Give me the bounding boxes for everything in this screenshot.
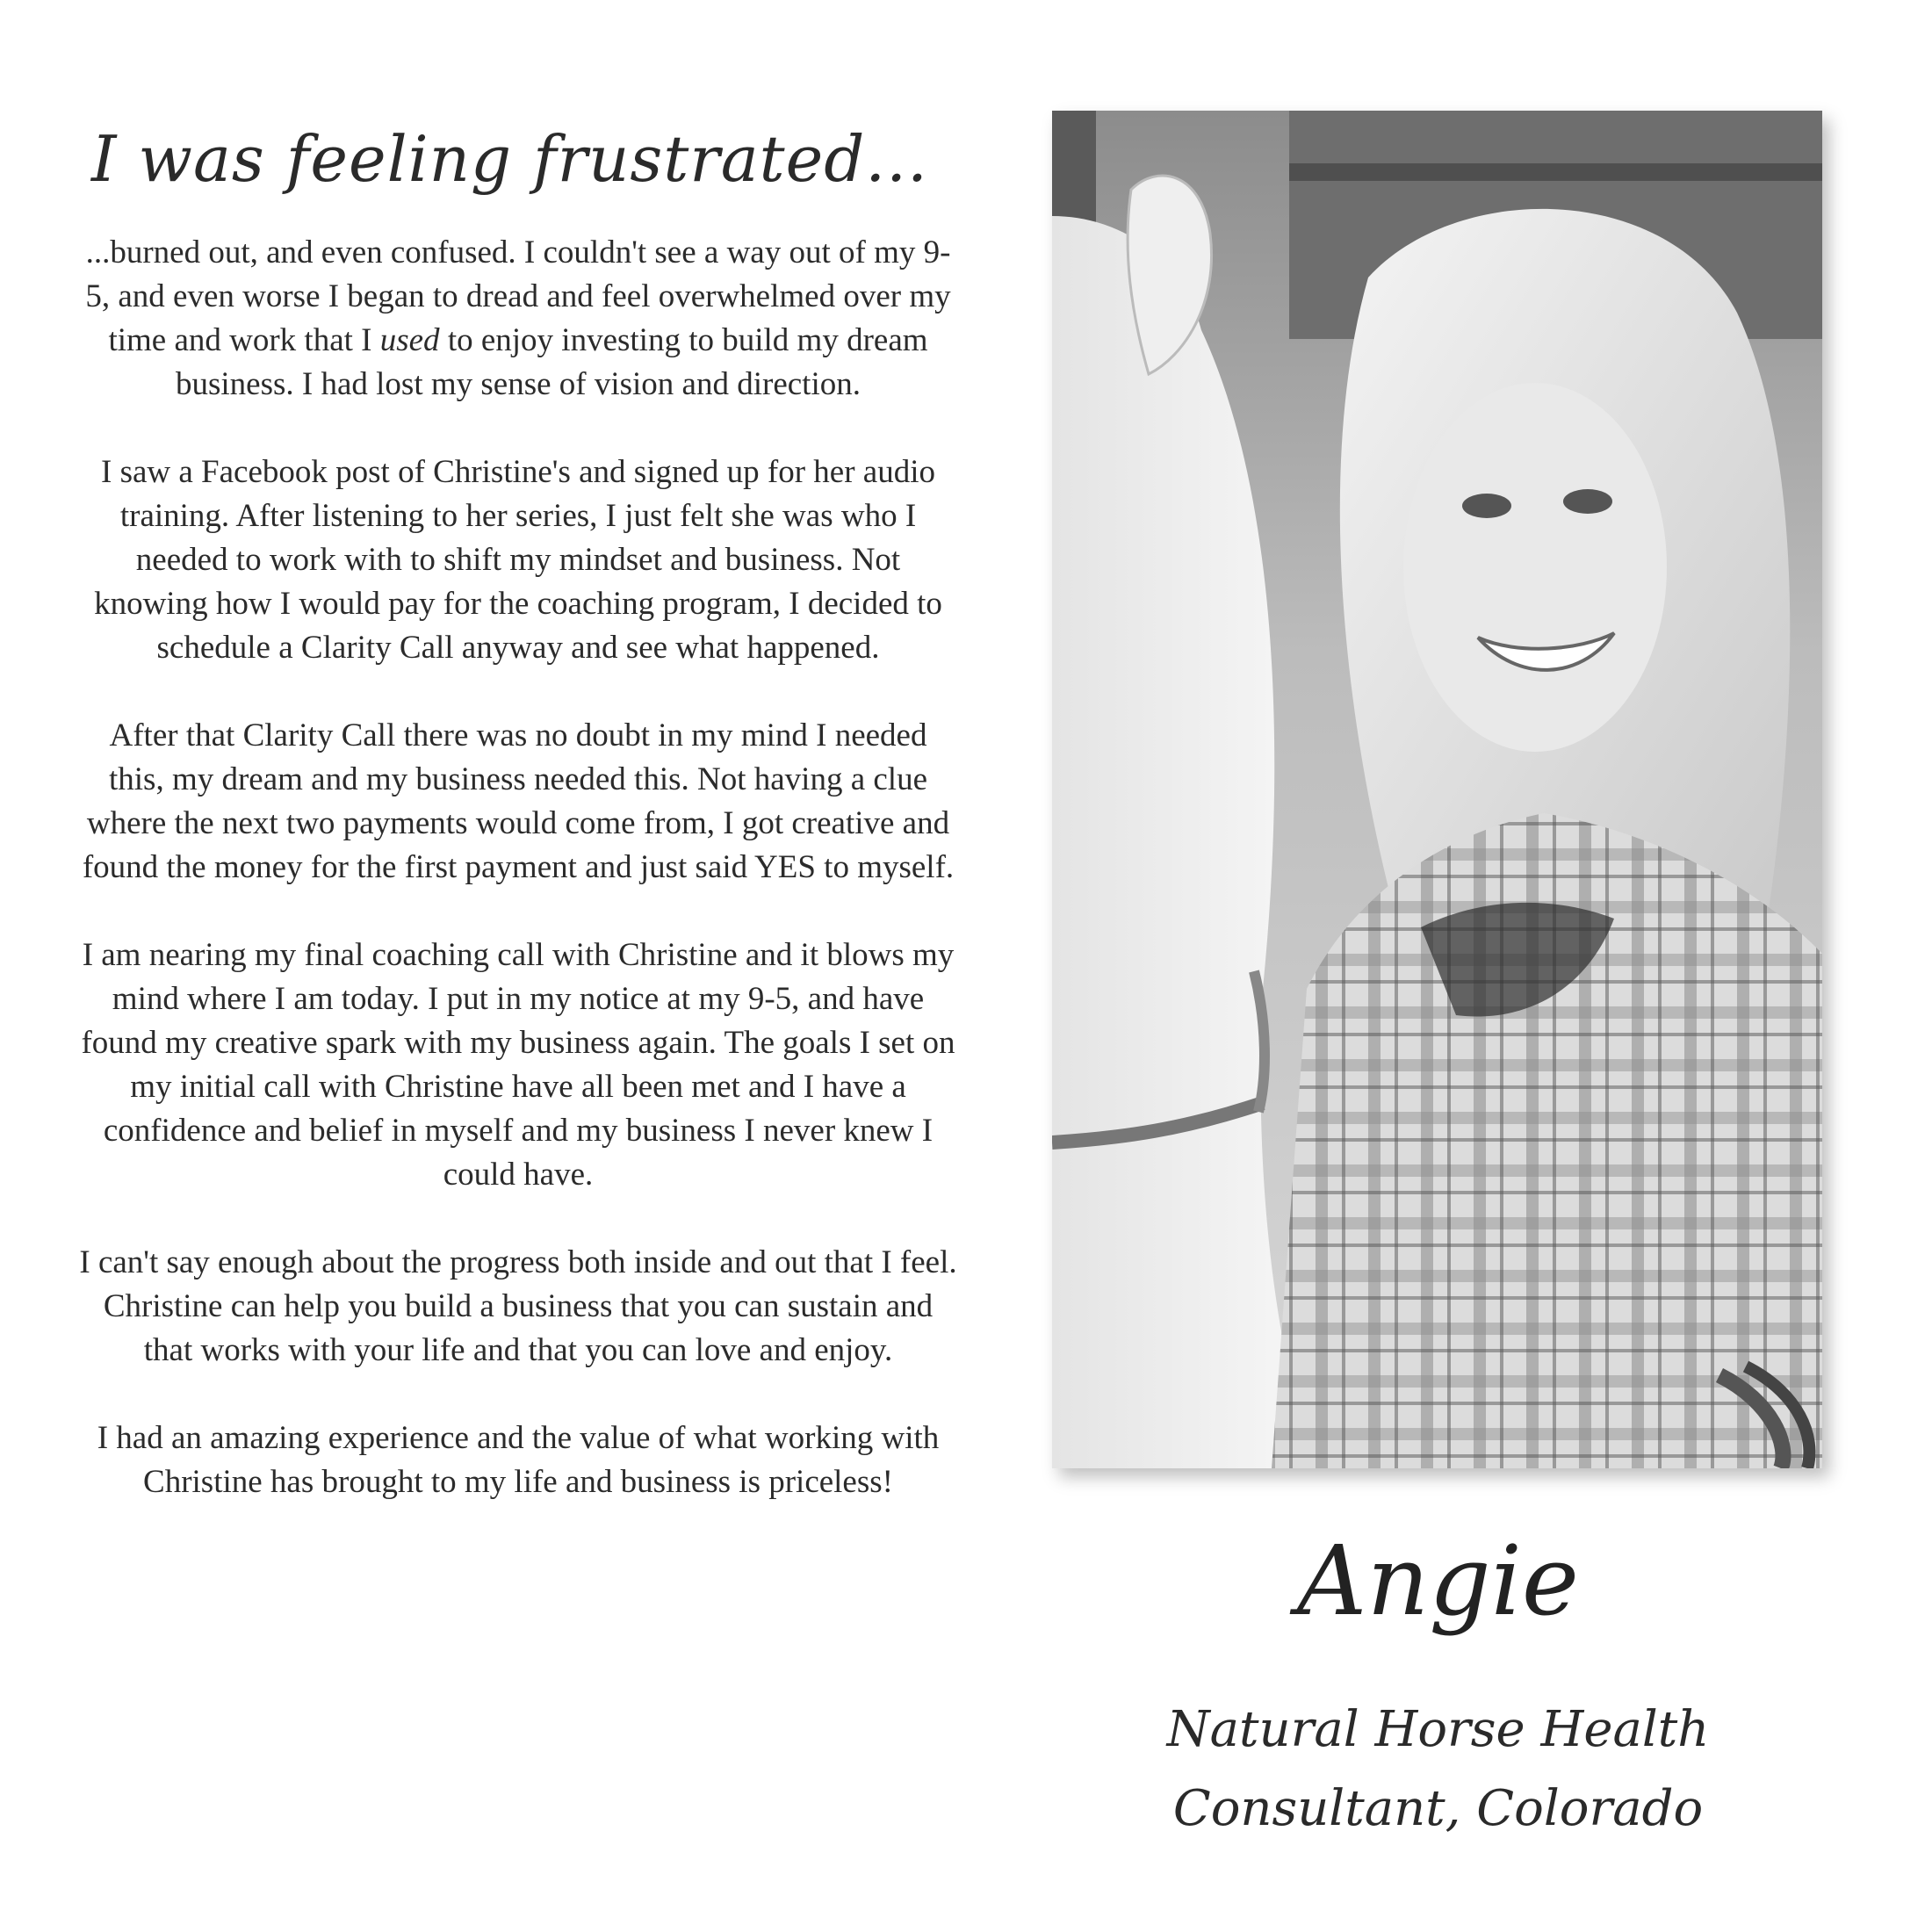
signature-name: Angie	[1297, 1525, 1579, 1637]
testimonial-paragraph-4: I am nearing my final coaching call with Christine and it blows my mind where I am today. I put in my notice at my 9-5, and have found my creative spark with my business again. The goals I set on my initial call with Christine have all been met and I have a confidence and belief in myself and my business I never knew I could have.	[81, 936, 955, 1193]
signature-title	[1054, 1690, 1822, 1849]
signature-title-line-2: Consultant, Colorado	[1172, 1780, 1704, 1837]
signature-title-line-1: Natural Horse Health	[1166, 1701, 1710, 1758]
testimonial-paragraph-3: After that Clarity Call there was no doubt in my mind I needed this, my dream and my business needed this. Not having a clue where the next two payments would come from, I got creative and found the money for the first payment and just said YES to myself.	[82, 717, 955, 885]
paragraph-1-text-b: to enjoy investing to build my dream business. I had lost my sense of vision and direction.	[176, 321, 928, 402]
testimonial-column	[79, 123, 957, 1548]
paragraph-1-text-a: ...burned out, and even confused. I couldn't see a way out of my 9-5, and even worse I began to dread and feel overwhelmed over my time and work that I	[85, 234, 951, 358]
portrait-photo	[1052, 111, 1822, 1468]
testimonial-paragraph-5: I can't say enough about the progress both inside and out that I feel. Christine can help you build a business that you can sustain and that works with your life and that you can love and enjoy.	[79, 1244, 957, 1368]
testimonial-body	[79, 231, 957, 1504]
testimonial-paragraph-1	[79, 231, 957, 407]
testimonial-paragraph-6: I had an amazing experience and the value of what working with Christine has brought to my life and business is priceless!	[97, 1419, 940, 1500]
testimonial-paragraph-2: I saw a Facebook post of Christine's and signed up for her audio training. After listening to her series, I just felt she was who I needed to work with to shift my mindset and business. Not knowing how I would pay for the coaching program, I decided to schedule a Clarity Call anyway and see what happened.	[94, 453, 942, 666]
testimonial-heading: I was feeling frustrated...	[91, 122, 928, 196]
paragraph-1-emphasis: used	[379, 321, 440, 358]
portrait-photo-icon	[1052, 111, 1822, 1468]
